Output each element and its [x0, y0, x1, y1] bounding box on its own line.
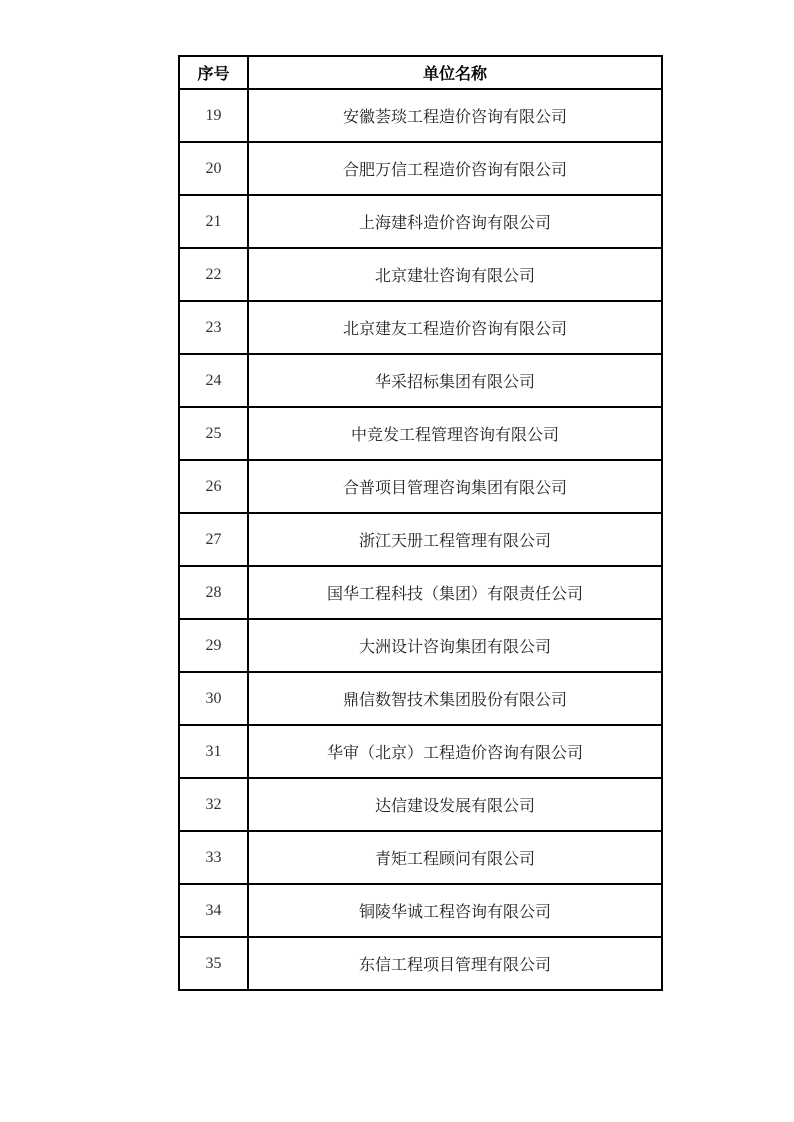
- row-number: 20: [179, 142, 248, 195]
- row-number: 25: [179, 407, 248, 460]
- header-company-name: 单位名称: [248, 56, 662, 89]
- table-row: [179, 354, 662, 407]
- row-number: 34: [179, 884, 248, 937]
- table-row: [179, 142, 662, 195]
- row-company: 国华工程科技（集团）有限责任公司: [248, 566, 662, 619]
- table-body: [179, 89, 662, 990]
- row-company: 合普项目管理咨询集团有限公司: [248, 460, 662, 513]
- row-company: 铜陵华诚工程咨询有限公司: [248, 884, 662, 937]
- table-row: [179, 407, 662, 460]
- row-number: 19: [179, 89, 248, 142]
- row-company: 安徽荟琰工程造价咨询有限公司: [248, 89, 662, 142]
- row-company: 上海建科造价咨询有限公司: [248, 195, 662, 248]
- table-row: [179, 831, 662, 884]
- row-company: 华审（北京）工程造价咨询有限公司: [248, 725, 662, 778]
- row-company: 中竞发工程管理咨询有限公司: [248, 407, 662, 460]
- row-number: 23: [179, 301, 248, 354]
- row-company: 鼎信数智技术集团股份有限公司: [248, 672, 662, 725]
- row-number: 33: [179, 831, 248, 884]
- table-row: [179, 89, 662, 142]
- row-number: 24: [179, 354, 248, 407]
- table-row: [179, 248, 662, 301]
- row-company: 华采招标集团有限公司: [248, 354, 662, 407]
- row-number: 32: [179, 778, 248, 831]
- table-row: [179, 672, 662, 725]
- row-company: 北京建友工程造价咨询有限公司: [248, 301, 662, 354]
- row-number: 29: [179, 619, 248, 672]
- row-number: 26: [179, 460, 248, 513]
- row-number: 22: [179, 248, 248, 301]
- row-company: 青矩工程顾问有限公司: [248, 831, 662, 884]
- row-company: 浙江天册工程管理有限公司: [248, 513, 662, 566]
- row-company: 东信工程项目管理有限公司: [248, 937, 662, 990]
- row-company: 大洲设计咨询集团有限公司: [248, 619, 662, 672]
- row-number: 27: [179, 513, 248, 566]
- table-row: [179, 301, 662, 354]
- row-number: 21: [179, 195, 248, 248]
- table-row: [179, 460, 662, 513]
- table-row: [179, 884, 662, 937]
- table-row: [179, 566, 662, 619]
- table-header-row: [179, 56, 662, 89]
- table-row: [179, 195, 662, 248]
- header-serial-number: 序号: [179, 56, 248, 89]
- row-company: 达信建设发展有限公司: [248, 778, 662, 831]
- table-row: [179, 937, 662, 990]
- table-row: [179, 778, 662, 831]
- row-number: 35: [179, 937, 248, 990]
- table-row: [179, 725, 662, 778]
- row-company: 北京建壮咨询有限公司: [248, 248, 662, 301]
- table-row: [179, 619, 662, 672]
- row-company: 合肥万信工程造价咨询有限公司: [248, 142, 662, 195]
- row-number: 31: [179, 725, 248, 778]
- row-number: 28: [179, 566, 248, 619]
- company-roster-table: [178, 55, 663, 991]
- row-number: 30: [179, 672, 248, 725]
- table-row: [179, 513, 662, 566]
